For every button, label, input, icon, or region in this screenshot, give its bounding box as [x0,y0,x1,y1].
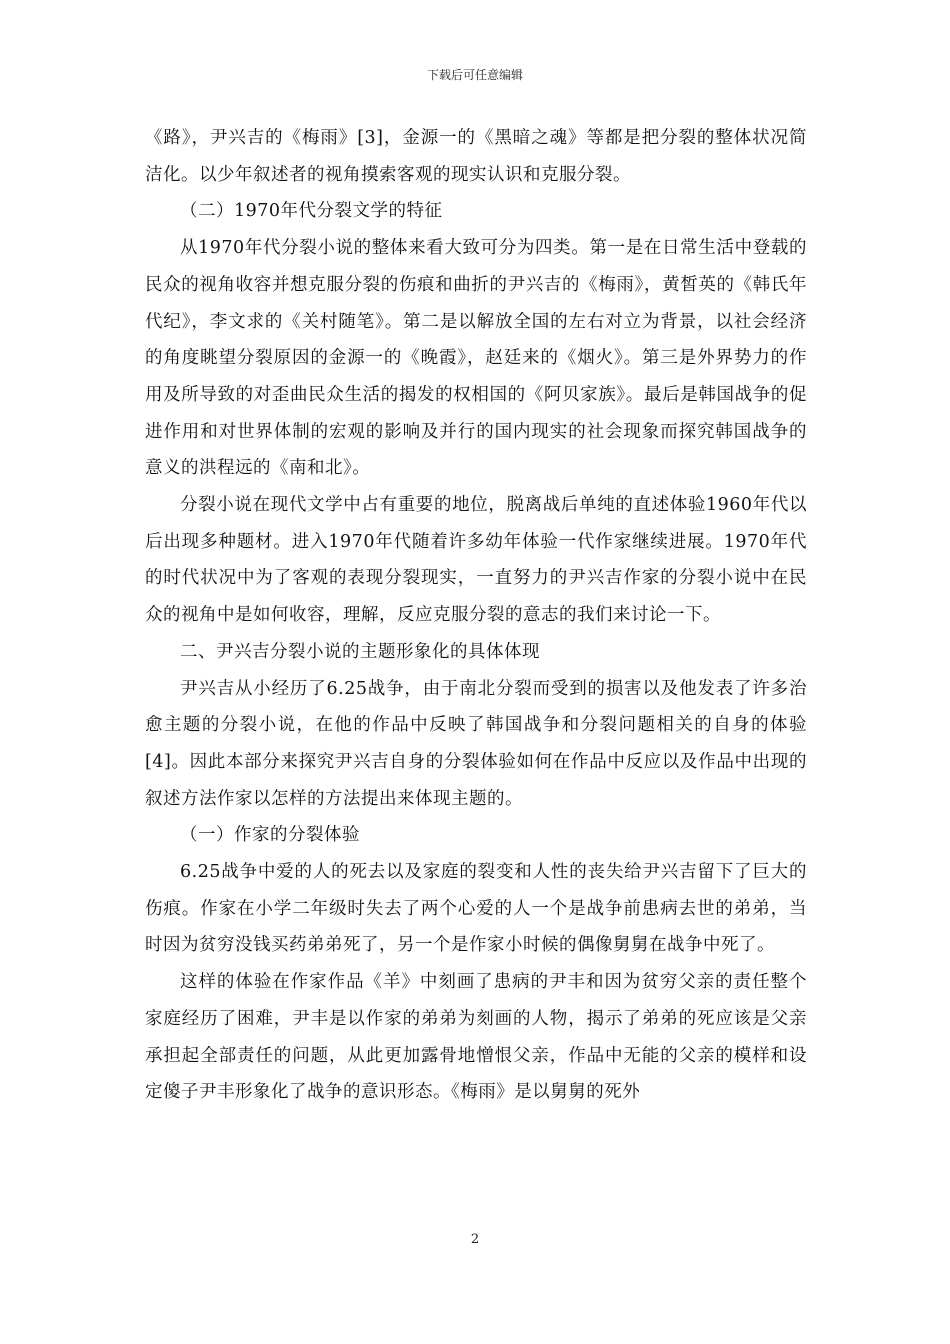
document-body [145,120,807,1111]
paragraph-3: 从1970年代分裂小说的整体来看大致可分为四类。第一是在日常生活中登载的民众的视角收容并想克服分裂的伤痕和曲折的尹兴吉的《梅雨》，黄皙英的《韩氏年代纪》，李文求的《关村随笔》。第二是以解放全国的左右对立为背景，以社会经济的角度眺望分裂原因的金源一的《晚霞》，赵廷来的《烟火》。第三是外界势力的作用及所导致的对歪曲民众生活的揭发的权相国的《阿贝家族》。最后是韩国战争的促进作用和对世界体制的宏观的影响及并行的国内现实的社会现象而探究韩国战争的意义的洪程远的《南和北》。 [145,238,807,479]
paragraph-4: 分裂小说在现代文学中占有重要的地位，脱离战后单纯的直述体验1960年代以后出现多种题材。进入1970年代随着许多幼年体验一代作家继续进展。1970年代的时代状况中为了客观的表现分裂现实，一直努力的尹兴吉作家的分裂小说中在民众的视角中是如何收容，理解，反应克服分裂的意志的我们来讨论一下。 [145,495,807,626]
paragraph-6: 尹兴吉从小经历了6.25战争，由于南北分裂而受到的损害以及他发表了许多治愈主题的分裂小说，在他的作品中反映了韩国战争和分裂问题相关的自身的体验[4]。因此本部分来探究尹兴吉自身的分裂体验如何在作品中反应以及作品中出现的叙述方法作家以怎样的方法提出来体现主题的。 [145,678,807,809]
paragraph-9: 这样的体验在作家作品《羊》中刻画了患病的尹丰和因为贫穷父亲的责任整个家庭经历了困难，尹丰是以作家的弟弟为刻画的人物，揭示了弟弟的死应该是父亲承担起全部责任的问题，从此更加露骨地憎恨父亲，作品中无能的父亲的模样和设定傻子尹丰形象化了战争的意识形态。《梅雨》是以舅舅的死外 [145,972,807,1103]
section-heading-1970s-features: （二）1970年代分裂文学的特征 [180,201,443,222]
paragraph-1: 《路》，尹兴吉的《梅雨》[3]，金源一的《黑暗之魂》等都是把分裂的整体状况简洁化。以少年叙述者的视角摸索客观的现实认识和克服分裂。 [145,128,807,185]
page-number: 2 [470,1232,480,1247]
section-heading-author-experience: （一）作家的分裂体验 [180,825,360,846]
page-header: 下载后可任意编辑 [426,68,523,82]
paragraph-8: 6.25战争中爱的人的死去以及家庭的裂变和人性的丧失给尹兴吉留下了巨大的伤痕。作家在小学二年级时失去了两个心爱的人一个是战争前患病去世的弟弟，当时因为贫穷没钱买药弟弟死了，另一个是作家小时候的偶像舅舅在战争中死了。 [145,862,807,956]
section-heading-theme: 二、尹兴吉分裂小说的主题形象化的具体体现 [180,641,540,662]
